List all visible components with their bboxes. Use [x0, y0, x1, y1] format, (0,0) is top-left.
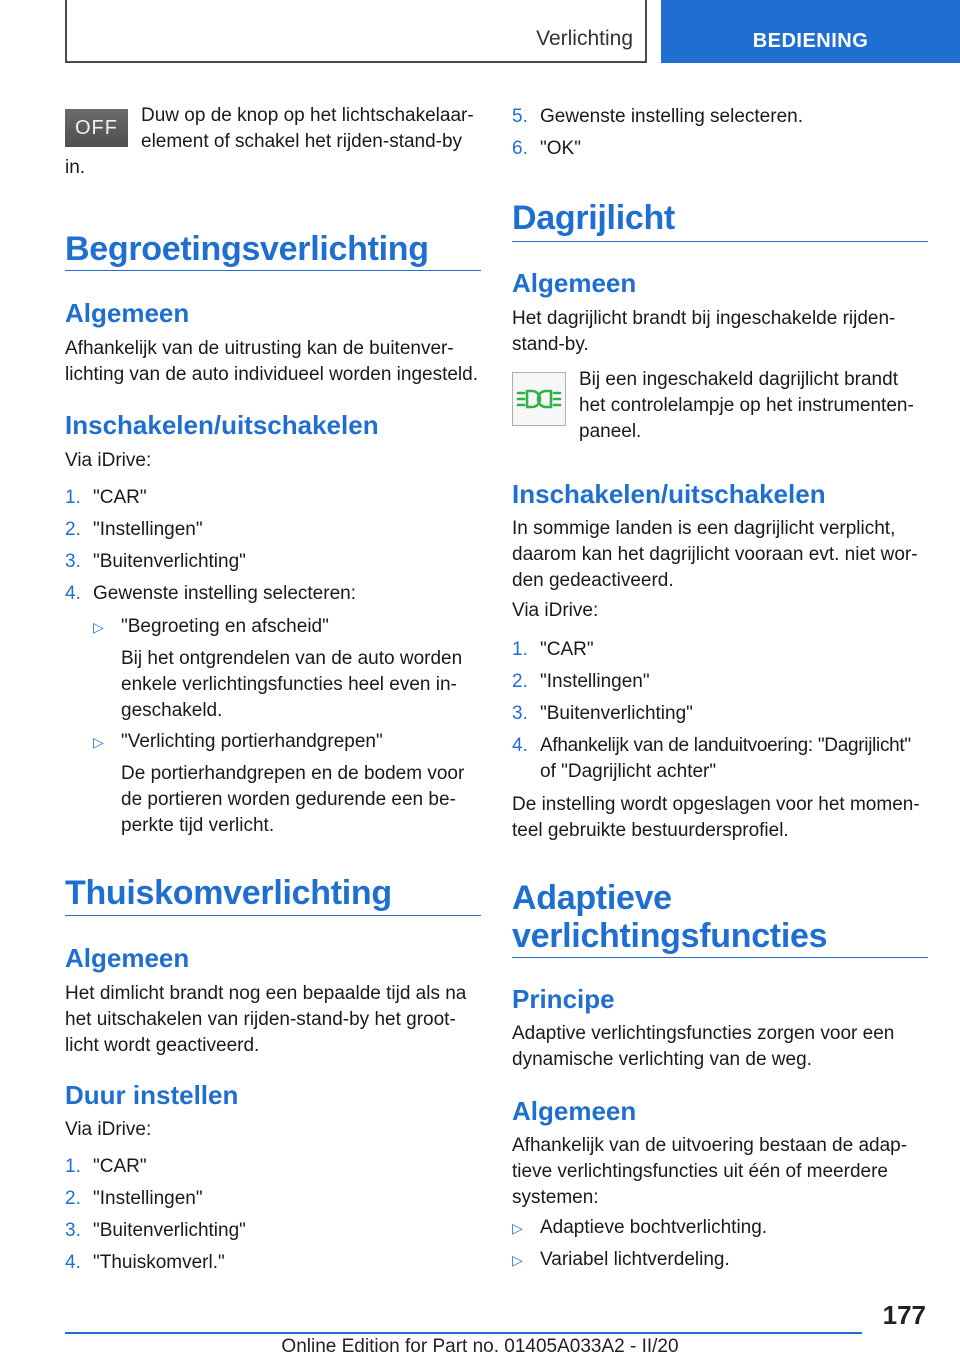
step-text: "OK": [540, 138, 581, 159]
paragraph-line: Afhankelijk van de uitrusting kan de buitenver-: [65, 338, 454, 359]
step-number: 4.: [65, 1252, 81, 1273]
intro-line: in.: [65, 157, 86, 178]
option-desc-line: Bij het ontgrendelen van de auto worden: [121, 648, 463, 669]
heading-line: Adaptieve: [512, 879, 672, 917]
option-desc-line: De portierhandgrepen en de bodem voor: [121, 763, 465, 784]
indicator-note: [579, 367, 914, 445]
step-text: "CAR": [93, 1156, 147, 1177]
heading-principle: Principe: [512, 984, 615, 1014]
option-title: "Begroeting en afscheid": [121, 616, 329, 637]
header-chapter-label: BEDIENING: [752, 30, 869, 52]
daytime-running-light-icon: [512, 372, 566, 426]
footer-edition-text: Online Edition for Part no. 01405A033A2 - II/20: [281, 1336, 679, 1357]
off-button-icon: OFF: [65, 109, 128, 147]
general-paragraph: [512, 306, 895, 358]
list-item: [65, 1154, 481, 1180]
list-item: [65, 517, 481, 543]
heading-line: verlichtingsfuncties: [512, 917, 828, 955]
step-text: "Thuiskomverl.": [93, 1252, 225, 1273]
list-item: [512, 637, 932, 663]
heading-daytime-running-lights: Dagrijlicht: [512, 199, 675, 237]
paragraph-line: het uitschakelen van rijden-stand-by het groot-: [65, 1009, 456, 1030]
via-idrive-label: Via iDrive:: [65, 450, 152, 471]
heading-rule: [65, 915, 481, 916]
paragraph-line: paneel.: [579, 421, 642, 442]
step-text: "Buitenverlichting": [540, 703, 693, 724]
step-text: "Instellingen": [93, 1188, 203, 1209]
step-number: 3.: [65, 551, 81, 572]
triangle-bullet-icon: ▷: [512, 1252, 523, 1268]
step-text: "Instellingen": [93, 519, 203, 540]
triangle-bullet-icon: ▷: [512, 1220, 523, 1236]
heading-rule: [512, 957, 928, 958]
step-text: Gewenste instelling selecteren.: [540, 106, 803, 127]
step-number: 5.: [512, 106, 528, 127]
triangle-bullet-icon: ▷: [93, 734, 104, 750]
option-door-handle-lighting: [93, 729, 481, 839]
list-item: [512, 104, 928, 130]
header-chapter-tab: [661, 0, 960, 63]
step-number: 2.: [65, 1188, 81, 1209]
option-desc-line: geschakeld.: [121, 700, 223, 721]
heading-general: Algemeen: [512, 1096, 637, 1126]
paragraph-line: Bij een ingeschakeld dagrijlicht brandt: [579, 369, 898, 390]
intro-text: [141, 103, 474, 155]
heading-welcome-lighting: Begroetingsverlichting: [65, 230, 429, 268]
switch-paragraph: [512, 516, 918, 594]
list-item: [65, 549, 481, 575]
heading-general: Algemeen: [65, 943, 190, 973]
heading-home-lighting: Thuiskomverlichting: [65, 874, 392, 912]
systems-list: [512, 1215, 928, 1279]
step-number: 1.: [512, 639, 528, 660]
step-text: Gewenste instelling selecteren:: [93, 583, 356, 604]
step-number: 3.: [65, 1220, 81, 1241]
paragraph-line: Adaptive verlichtingsfuncties zorgen voor een: [512, 1023, 895, 1044]
step-number: 4.: [65, 583, 81, 604]
intro-line: element of schakel het rijden-stand-by: [141, 131, 463, 152]
paragraph-line: Het dagrijlicht brandt bij ingeschakelde rijden-: [512, 308, 896, 329]
option-desc-line: perkte tijd verlicht.: [121, 815, 275, 836]
list-item: [65, 1218, 481, 1244]
bullet-text: Variabel lichtverdeling.: [540, 1249, 730, 1270]
list-item: [512, 733, 932, 785]
list-item: [512, 136, 928, 162]
principle-paragraph: [512, 1021, 894, 1073]
step-number: 2.: [512, 671, 528, 692]
paragraph-line: Het dimlicht brandt nog een bepaalde tijd als na: [65, 983, 467, 1004]
paragraph-line: licht wordt geactiveerd.: [65, 1035, 260, 1056]
steps-list: [65, 485, 481, 613]
header-section-title: Verlichting: [536, 27, 633, 50]
paragraph-line: lichting van de auto individueel worden ingesteld.: [65, 364, 478, 385]
header-section-box: [65, 0, 647, 63]
heading-general: Algemeen: [65, 298, 190, 328]
saved-paragraph: [512, 792, 920, 844]
via-idrive-label: Via iDrive:: [65, 1119, 152, 1140]
step-number: 4.: [512, 735, 528, 756]
page-number: 177: [882, 1300, 926, 1330]
heading-switch: Inschakelen/uitschakelen: [65, 410, 379, 440]
general-paragraph: [512, 1133, 907, 1211]
paragraph-line: tieve verlichtingsfuncties uit één of meerdere: [512, 1161, 888, 1182]
heading-rule: [65, 270, 481, 271]
list-item: [65, 1186, 481, 1212]
paragraph-line: stand-by.: [512, 334, 589, 355]
list-item: [65, 1250, 481, 1276]
step-number: 1.: [65, 1156, 81, 1177]
heading-adaptive-lighting: [512, 879, 827, 955]
step-number: 1.: [65, 487, 81, 508]
heading-general: Algemeen: [512, 268, 637, 298]
list-item: [512, 1247, 928, 1273]
paragraph-line: het controlelampje op het instrumenten-: [579, 395, 914, 416]
via-idrive-label: Via iDrive:: [512, 600, 599, 621]
steps-list: [512, 637, 932, 791]
list-item: [512, 669, 932, 695]
general-paragraph: [65, 981, 466, 1059]
triangle-bullet-icon: ▷: [93, 619, 104, 635]
paragraph-line: teel gebruikte bestuurdersprofiel.: [512, 820, 789, 841]
step-text: of "Dagrijlicht achter": [540, 761, 717, 782]
option-title: "Verlichting portierhandgrepen": [121, 731, 383, 752]
heading-set-duration: Duur instellen: [65, 1080, 239, 1110]
steps-list-continued: [512, 104, 928, 168]
step-text: "CAR": [540, 639, 594, 660]
step-number: 6.: [512, 138, 528, 159]
option-desc-line: enkele verlichtingsfuncties heel even in-: [121, 674, 457, 695]
step-number: 3.: [512, 703, 528, 724]
option-desc-line: de portieren worden gedurende een be-: [121, 789, 456, 810]
paragraph-line: systemen:: [512, 1187, 599, 1208]
paragraph-line: De instelling wordt opgeslagen voor het momen-: [512, 794, 920, 815]
paragraph-line: In sommige landen is een dagrijlicht verplicht,: [512, 518, 896, 539]
step-text: "Buitenverlichting": [93, 1220, 246, 1241]
step-text: Afhankelijk van de landuitvoering: "Dagrijlicht": [540, 735, 911, 756]
paragraph-line: dynamische verlichting van de weg.: [512, 1049, 812, 1070]
option-welcome-farewell: [93, 614, 481, 724]
intro-line: Duw op de knop op het lichtschakelaar-: [141, 105, 474, 126]
list-item: [512, 701, 932, 727]
general-paragraph: [65, 336, 478, 388]
step-number: 2.: [65, 519, 81, 540]
heading-switch: Inschakelen/uitschakelen: [512, 479, 826, 509]
steps-list: [65, 1154, 481, 1282]
heading-rule: [512, 241, 928, 242]
step-text: "Buitenverlichting": [93, 551, 246, 572]
paragraph-line: den gedeactiveerd.: [512, 570, 674, 591]
list-item: [65, 581, 481, 607]
bullet-text: Adaptieve bochtverlichting.: [540, 1217, 768, 1238]
list-item: [65, 485, 481, 511]
step-text: "CAR": [93, 487, 147, 508]
paragraph-line: Afhankelijk van de uitvoering bestaan de adap-: [512, 1135, 908, 1156]
footer-rule: [65, 1332, 862, 1334]
step-text: "Instellingen": [540, 671, 650, 692]
paragraph-line: daarom kan het dagrijlicht vooraan evt. niet wor-: [512, 544, 918, 565]
list-item: [512, 1215, 928, 1241]
